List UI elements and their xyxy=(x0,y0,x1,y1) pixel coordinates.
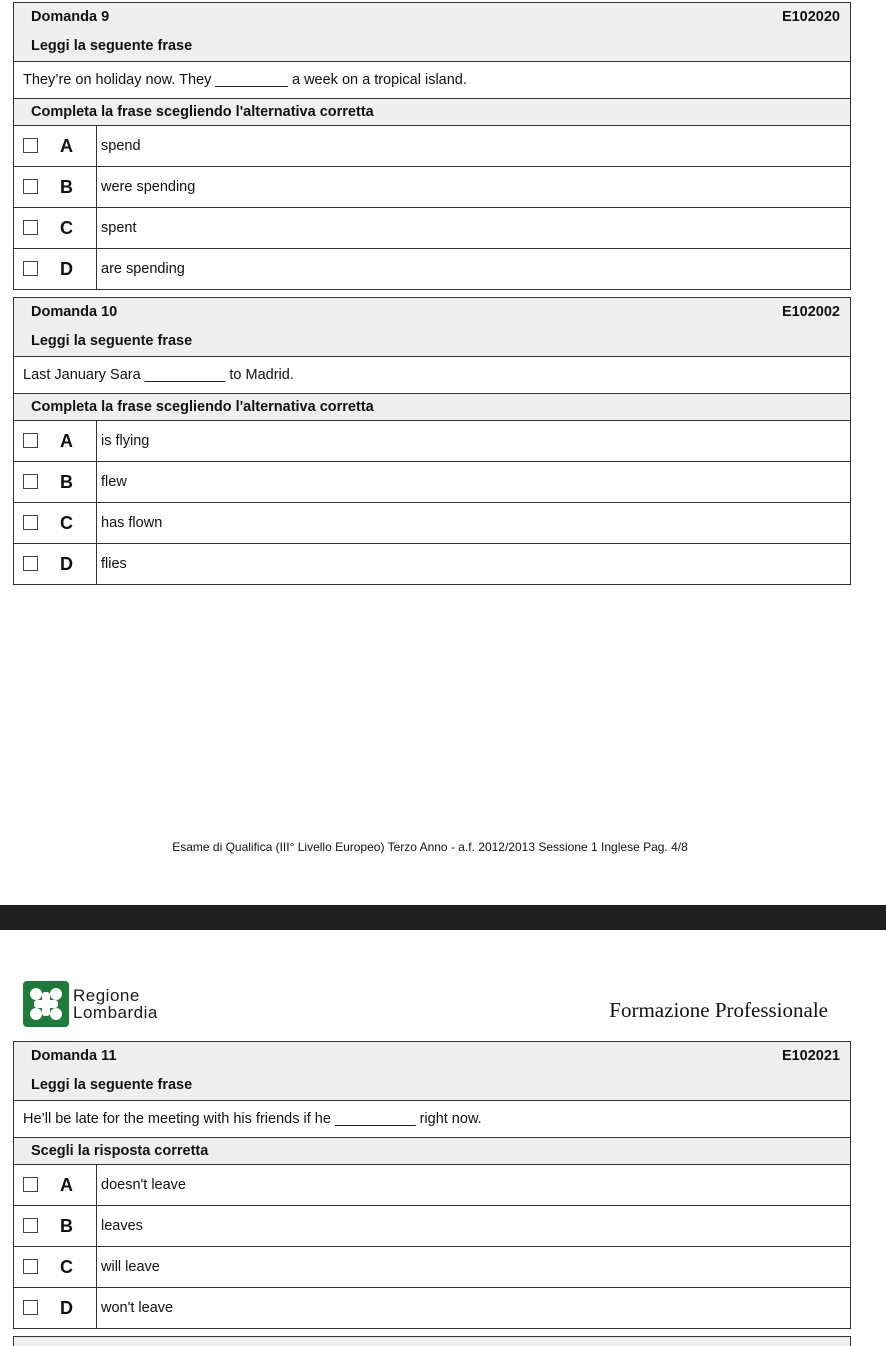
option-letter: C xyxy=(60,1257,73,1277)
page-title: Formazione Professionale xyxy=(609,998,828,1022)
option-text: is flying xyxy=(101,433,150,449)
option-letter: A xyxy=(60,136,73,156)
checkbox-d[interactable] xyxy=(23,1300,38,1315)
checkbox-b[interactable] xyxy=(23,179,38,194)
question-instruction: Completa la frase scegliendo l'alternativa corretta xyxy=(14,99,850,126)
option-text: won't leave xyxy=(101,1300,174,1316)
option-a[interactable] xyxy=(14,126,850,167)
checkbox-d[interactable] xyxy=(23,556,38,571)
next-question-block-edge xyxy=(13,1336,851,1346)
option-text: flies xyxy=(101,556,127,572)
question-sentence: Last January Sara __________ to Madrid. xyxy=(14,357,850,394)
option-letter: B xyxy=(60,1216,73,1236)
option-text: spent xyxy=(101,220,137,236)
option-a[interactable] xyxy=(14,1165,850,1206)
read-label: Leggi la seguente frase xyxy=(31,38,193,54)
question-sentence: He’ll be late for the meeting with his friends if he __________ right now. xyxy=(14,1101,850,1138)
checkbox-c[interactable] xyxy=(23,515,38,530)
checkbox-a[interactable] xyxy=(23,433,38,448)
checkbox-d[interactable] xyxy=(23,261,38,276)
question-instruction: Scegli la risposta corretta xyxy=(14,1138,850,1165)
question-code: E102020 xyxy=(781,9,840,25)
page-footer: Esame di Qualifica (III° Livello Europeo) Terzo Anno - a.f. 2012/2013 Sessione 1 Inglese Pag. 4/8 xyxy=(172,840,688,854)
option-text: are spending xyxy=(101,261,185,277)
checkbox-b[interactable] xyxy=(23,1218,38,1233)
checkbox-c[interactable] xyxy=(23,220,38,235)
question-header xyxy=(14,3,850,62)
question-block-11 xyxy=(13,1041,851,1329)
option-text: has flown xyxy=(101,515,163,531)
option-text: doesn't leave xyxy=(101,1177,186,1193)
option-text: spend xyxy=(101,138,141,154)
option-a[interactable] xyxy=(14,421,850,462)
option-letter: A xyxy=(60,431,73,451)
option-d[interactable] xyxy=(14,1288,850,1329)
option-b[interactable] xyxy=(14,462,850,503)
logo-text-line2: Lombardia xyxy=(73,1003,158,1022)
checkbox-a[interactable] xyxy=(23,138,38,153)
checkbox-c[interactable] xyxy=(23,1259,38,1274)
option-text: were spending xyxy=(101,179,196,195)
question-header xyxy=(14,1042,850,1101)
option-text: will leave xyxy=(101,1259,160,1275)
option-b[interactable] xyxy=(14,1206,850,1247)
option-c[interactable] xyxy=(14,208,850,249)
option-letter: D xyxy=(60,554,73,574)
question-code: E102021 xyxy=(781,1048,840,1064)
option-c[interactable] xyxy=(14,1247,850,1288)
question-number: Domanda 9 xyxy=(31,9,110,25)
checkbox-a[interactable] xyxy=(23,1177,38,1192)
option-letter: D xyxy=(60,259,73,279)
regione-lombardia-logo-icon xyxy=(23,981,69,1027)
option-letter: B xyxy=(60,177,73,197)
question-number: Domanda 11 xyxy=(31,1048,117,1064)
option-letter: C xyxy=(60,513,73,533)
question-header xyxy=(14,298,850,357)
question-code: E102002 xyxy=(781,304,840,320)
read-label: Leggi la seguente frase xyxy=(31,333,193,349)
option-text: flew xyxy=(101,474,127,490)
option-b[interactable] xyxy=(14,167,850,208)
page-separator xyxy=(0,905,886,930)
checkbox-b[interactable] xyxy=(23,474,38,489)
read-label: Leggi la seguente frase xyxy=(31,1077,193,1093)
logo-text-line1: Regione xyxy=(73,986,140,1005)
question-sentence: They’re on holiday now. They _________ a week on a tropical island. xyxy=(14,62,850,99)
question-block-10 xyxy=(13,297,851,585)
option-letter: A xyxy=(60,1175,73,1195)
question-number: Domanda 10 xyxy=(31,304,118,320)
option-letter: B xyxy=(60,472,73,492)
question-block-9 xyxy=(13,2,851,290)
option-c[interactable] xyxy=(14,503,850,544)
option-d[interactable] xyxy=(14,544,850,585)
option-letter: D xyxy=(60,1298,73,1318)
question-instruction: Completa la frase scegliendo l'alternativa corretta xyxy=(14,394,850,421)
option-d[interactable] xyxy=(14,249,850,290)
option-letter: C xyxy=(60,218,73,238)
option-text: leaves xyxy=(101,1218,143,1234)
